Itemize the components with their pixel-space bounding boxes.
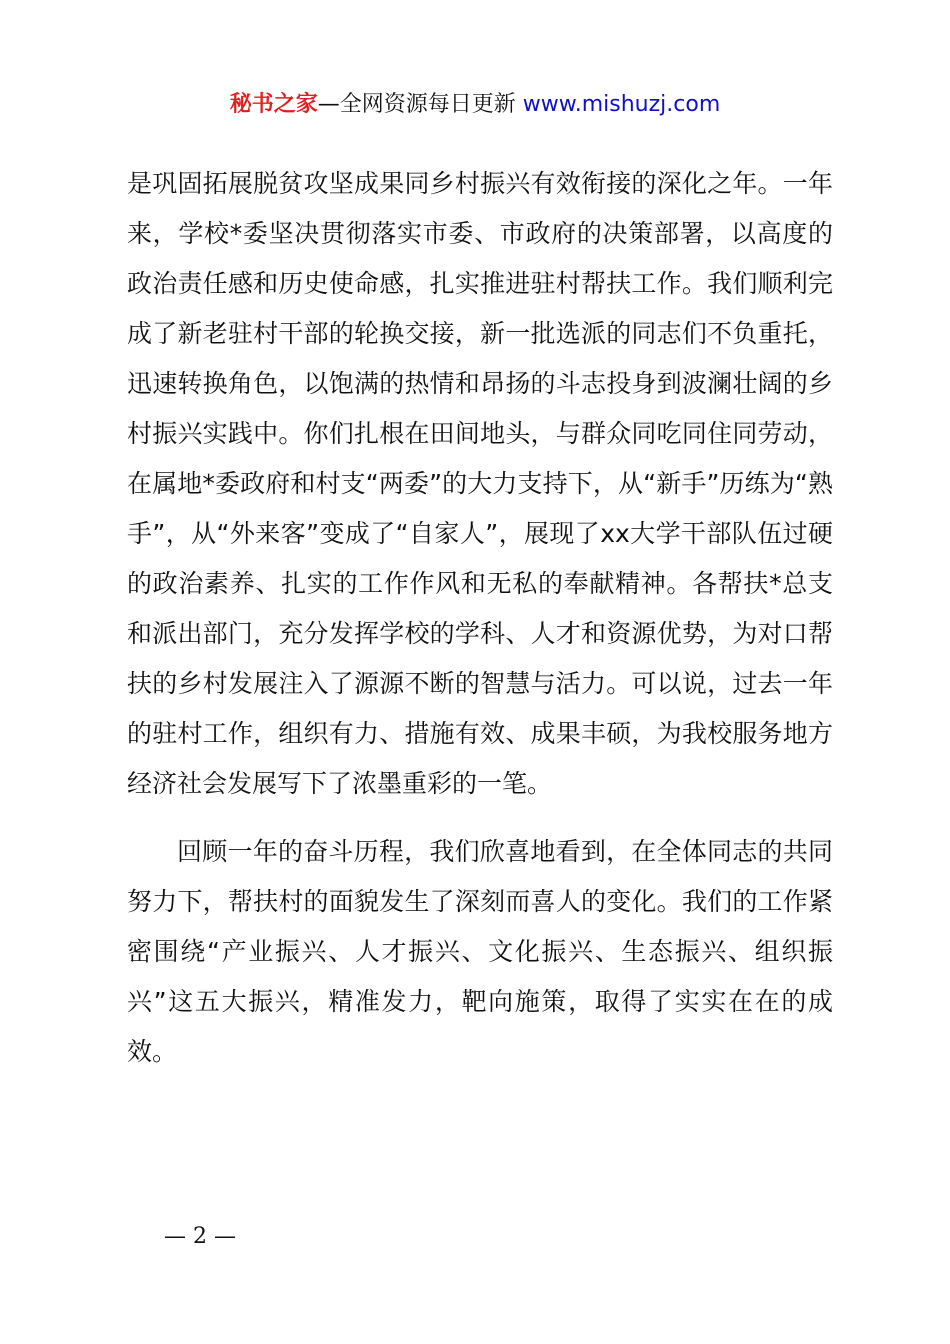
brand-name: 秘书之家 [229, 92, 318, 117]
document-body [127, 159, 833, 1077]
page-number: — 2 — [164, 1224, 236, 1249]
paragraph-continuation: 是巩固拓展脱贫攻坚成果同乡村振兴有效衔接的深化之年。一年来，学校*委坚决贯彻落实市委、市政府的决策部署，以高度的政治责任感和历史使命感，扎实推进驻村帮扶工作。我们顺利完成了新老驻村干部的轮换交接，新一批选派的同志们不负重托，迅速转换角色，以饱满的热情和昂扬的斗志投身到波澜壮阔的乡村振兴实践中。你们扎根在田间地头，与群众同吃同住同劳动，在属地*委政府和村支“两委”的大力支持下，从“新手”历练为“熟手”，从“外来客”变成了“自家人”，展现了xx大学干部队伍过硬的政治素养、扎实的工作作风和无私的奉献精神。各帮扶*总支和派出部门，充分发挥学校的学科、人才和资源优势，为对口帮扶的乡村发展注入了源源不断的智慧与活力。可以说，过去一年的驻村工作，组织有力、措施有效、成果丰硕，为我校服务地方经济社会发展写下了浓墨重彩的一笔。 [127, 169, 833, 798]
website-url: www.mishuzj.com [522, 92, 721, 117]
header-tagline: —全网资源每日更新 [317, 92, 523, 117]
page-header [0, 88, 950, 122]
paragraph-review: 回顾一年的奋斗历程，我们欣喜地看到，在全体同志的共同努力下，帮扶村的面貌发生了深刻而喜人的变化。我们的工作紧密围绕“产业振兴、人才振兴、文化振兴、生态振兴、组织振兴”这五大振兴，精准发力，靶向施策，取得了实实在在的成效。 [127, 837, 833, 1066]
